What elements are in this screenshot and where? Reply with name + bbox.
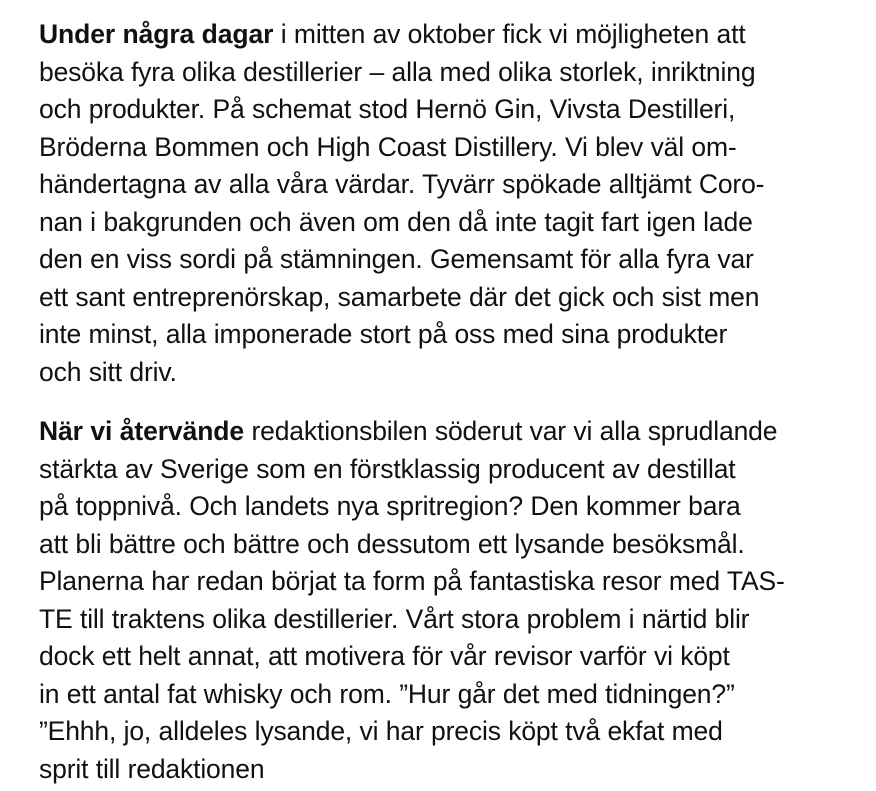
paragraph-1-line-2: besöka fyra olika destillerier – alla med olika storlek, inriktning [39, 56, 756, 87]
paragraph-1-line-8: ett sant entreprenörskap, samarbete där det gick och sist men [39, 281, 760, 312]
paragraph-2-lead-in: När vi återvände [39, 416, 245, 446]
paragraph-1-line-4: Bröderna Bommen och High Coast Distillery. Vi blev väl om- [39, 131, 737, 162]
paragraph-1-line-10: och sitt driv. [39, 356, 177, 387]
paragraph-2-line-3: på toppnivå. Och landets nya spritregion? Den kommer bara [39, 491, 741, 521]
paragraph-1-line-7: den en viss sordi på stämningen. Gemensamt för alla fyra var [39, 244, 754, 274]
paragraph-2-line-1 [39, 413, 827, 451]
paragraph-2-line-7: dock ett helt annat, att motivera för vår revisor varför vi köpt [39, 641, 730, 671]
paragraph-1-line-9: inte minst, alla imponerade stort på oss med sina produkter [39, 319, 728, 349]
paragraph-1-line-6: nan i bakgrunden och även om den då inte tagit fart igen lade [39, 206, 753, 237]
paragraph-1-lead-in: Under några dagar [39, 19, 274, 49]
paragraph-2-line-10: sprit till redaktionen [39, 753, 265, 784]
article-paragraph-2 [39, 413, 827, 788]
paragraph-1-line-3: och produkter. På schemat stod Hernö Gin, Vivsta Destilleri, [39, 94, 736, 124]
paragraph-2-line-8: in ett antal fat whisky och rom. ”Hur går det med tidningen?” [39, 678, 735, 709]
paragraph-1-line-5: händertagna av alla våra värdar. Tyvärr spökade alltjämt Coro- [39, 169, 765, 199]
paragraph-2-line-1-rest: redaktionsbilen söderut var vi alla sprudlande [244, 416, 778, 446]
paragraph-2-line-6: TE till traktens olika destillerier. Vårt stora problem i närtid blir [39, 603, 750, 634]
paragraph-2-line-2: stärkta av Sverige som en förstklassig producent av destillat [39, 453, 736, 484]
paragraph-2-line-5: Planerna har redan börjat ta form på fantastiska resor med TAS- [39, 566, 785, 596]
paragraph-2-line-4: att bli bättre och bättre och dessutom ett lysande besöksmål. [39, 528, 745, 559]
paragraph-1-line-1 [39, 16, 827, 54]
paragraph-2-line-9: ”Ehhh, jo, alldeles lysande, vi har precis köpt två ekfat med [39, 716, 723, 746]
paragraph-1-line-1-rest: i mitten av oktober fick vi möjligheten att [273, 19, 746, 49]
article-body [39, 16, 827, 788]
article-paragraph-1 [39, 16, 827, 391]
